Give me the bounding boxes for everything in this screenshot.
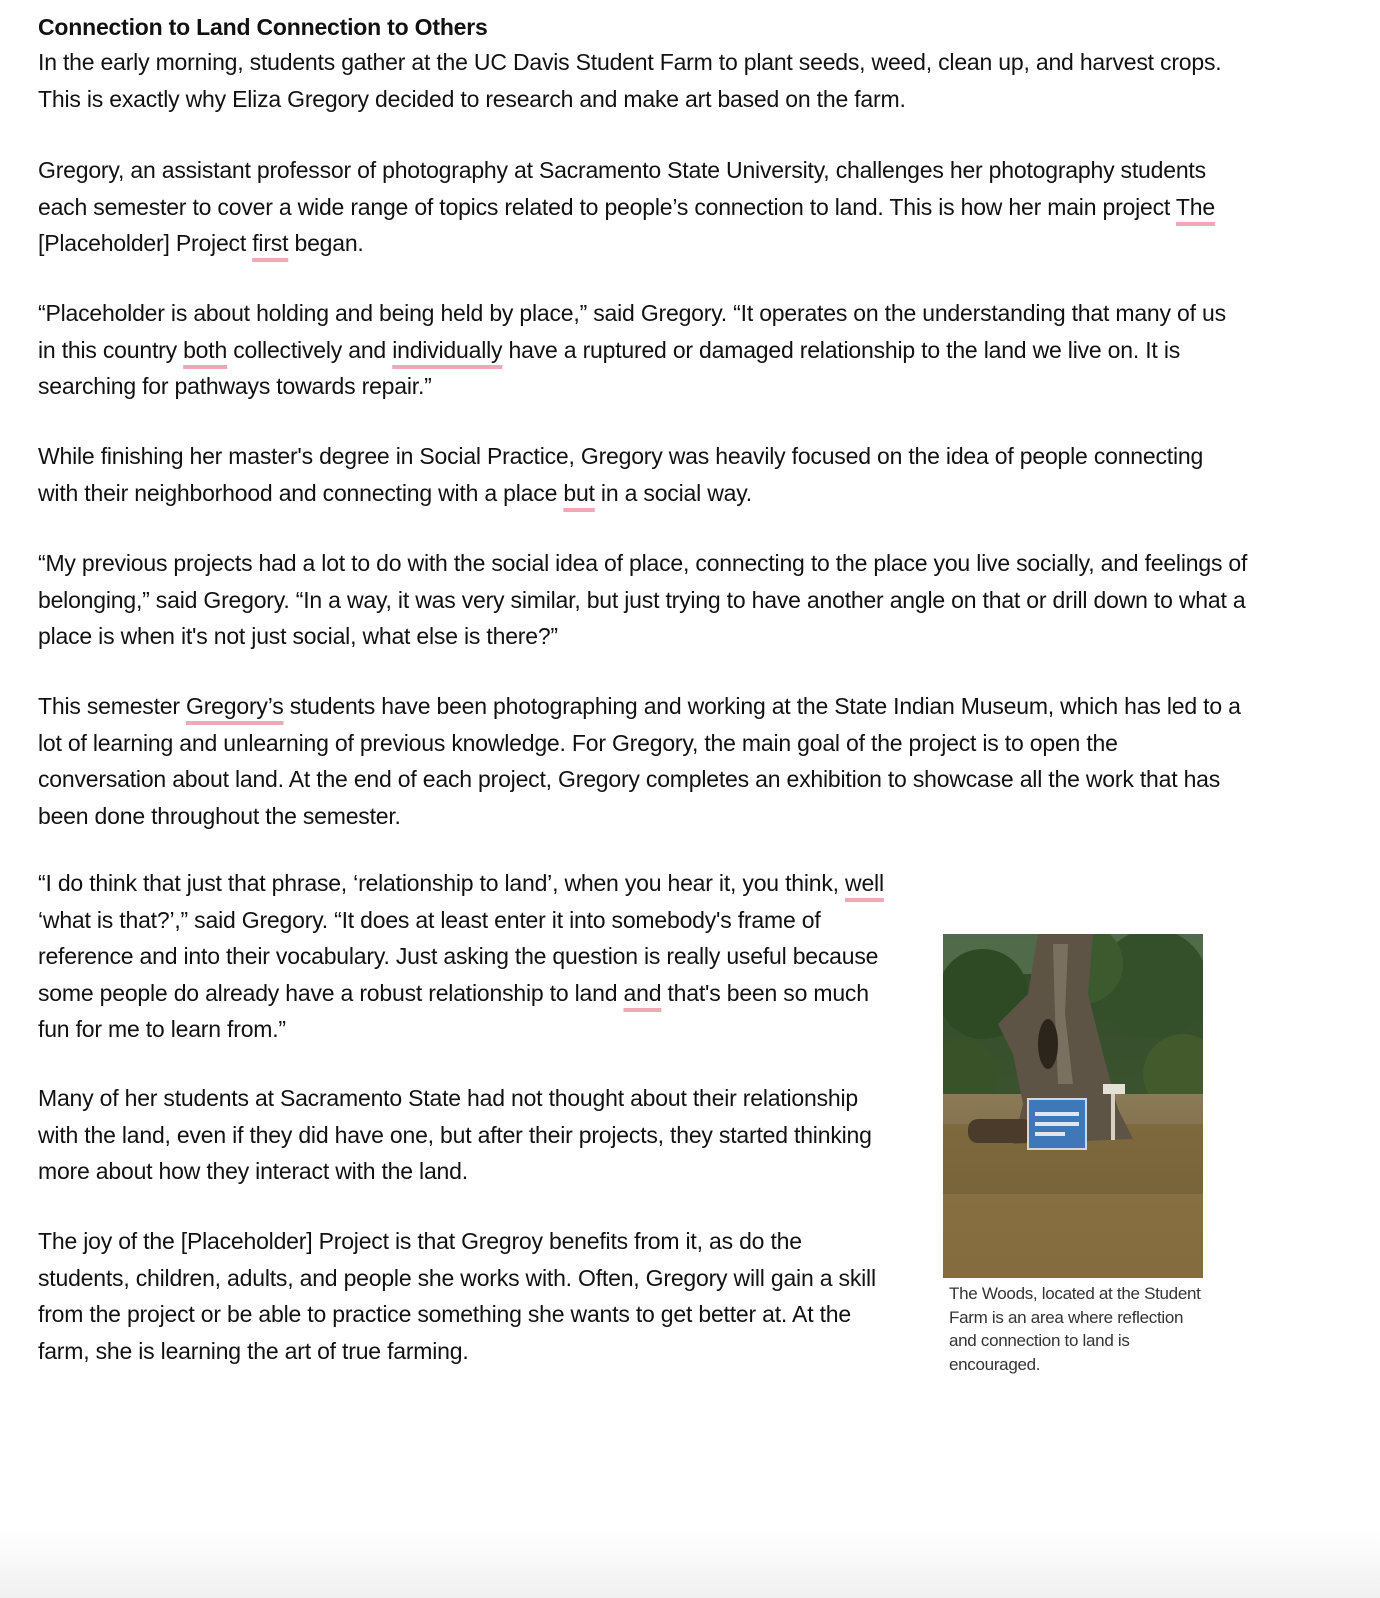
- spellcheck-underline[interactable]: The: [1175, 193, 1215, 220]
- spellcheck-underline[interactable]: individually: [392, 336, 503, 363]
- paragraph-3: “Placeholder is about holding and being held by place,” said Gregory. “It operates on the understanding that many of us in this country both collectively and individually have a ruptured or damaged relationship to the land we live on. It is searching for pathways towards repair.”: [38, 300, 1226, 399]
- spellcheck-underline[interactable]: well: [845, 870, 884, 896]
- spellcheck-underline[interactable]: both: [183, 336, 228, 363]
- article-title: Connection to Land Connection to Others: [38, 14, 488, 40]
- paragraph-9: The joy of the [Placeholder] Project is that Gregroy benefits from it, as do the students, children, adults, and people she works with. Often, Gregory will gain a skill from the project or be able to practice something she wants to get better at. At the farm, she is learning the art of true farming.: [38, 1228, 876, 1364]
- spellcheck-underline[interactable]: Gregory’s: [186, 693, 284, 719]
- photo-caption: The Woods, located at the Student Farm is an area where reflection and connection to land is encouraged.: [949, 1284, 1201, 1374]
- paragraph-5: “My previous projects had a lot to do with the social idea of place, connecting to the place you live socially, and feelings of belonging,” said Gregory. “In a way, it was very similar, but just trying to have another angle on that or drill down to what a place is when it's not just social, what else is there?”: [38, 550, 1248, 649]
- paragraph-4: While finishing her master's degree in Social Practice, Gregory was heavily focused on the idea of people connecting with their neighborhood and connecting with a place but in a social way.: [38, 443, 1204, 506]
- student-farm-photo: [943, 934, 1203, 1278]
- spellcheck-underline[interactable]: first: [252, 230, 289, 256]
- paragraph-8: Many of her students at Sacramento State had not thought about their relationship with the land, even if they did have one, but after their projects, they started thinking more about how they interact with the land.: [38, 1085, 872, 1184]
- paragraph-1: In the early morning, students gather at the UC Davis Student Farm to plant seeds, weed, clean up, and harvest crops. This is exactly why Eliza Gregory decided to research and make art based on the farm.: [38, 49, 1222, 112]
- spellcheck-underline[interactable]: but: [563, 479, 595, 506]
- paragraph-2: Gregory, an assistant professor of photography at Sacramento State University, challenges her photography students each semester to cover a wide range of topics related to people’s connection to land. This is how her main project The [Placeholder] Project first began.: [38, 157, 1215, 256]
- paragraph-6: This semester Gregory’s students have been photographing and working at the State Indian Museum, which has led to a lot of learning and unlearning of previous knowledge. For Gregory, the main goal of the project is to open the conversation about land. At the end of each project, Gregory completes an exhibition to showcase all the work that has been done throughout the semester.: [38, 693, 1241, 829]
- paragraph-7: “I do think that just that phrase, ‘relationship to land’, when you hear it, you think, well ‘what is that?’,” said Gregory. “It does at least enter it into somebody's frame of reference and into their vocabulary. Just asking the question is really useful because some people do already have a robust relationship to land and that's been so much fun for me to learn from.”: [38, 870, 884, 1042]
- spellcheck-underline[interactable]: and: [623, 979, 662, 1006]
- page-bottom-edge: [0, 1530, 1380, 1598]
